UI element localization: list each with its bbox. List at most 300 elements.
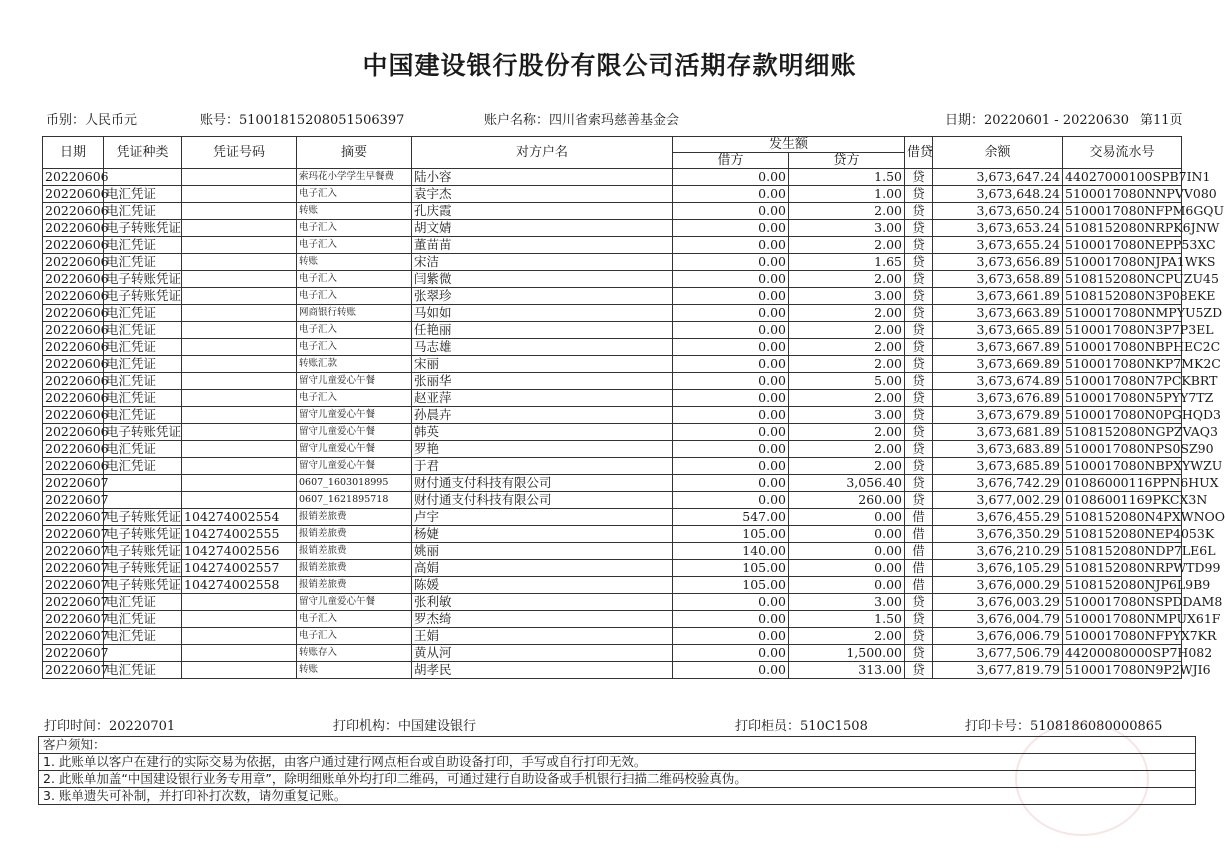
cell-date: 20220606: [43, 322, 104, 339]
cell-balance: 3,673,665.89: [933, 322, 1063, 339]
cell-balance: 3,673,667.89: [933, 339, 1063, 356]
cell-voucher-type: 电汇凭证: [104, 356, 182, 373]
cell-voucher-type: 电子转账凭证: [104, 220, 182, 237]
cell-date: 20220607: [43, 509, 104, 526]
cell-transaction-no: 5108152080NCPUZU45: [1063, 271, 1182, 288]
cell-debit-credit: 贷: [905, 458, 933, 475]
cell-balance: 3,676,006.79: [933, 628, 1063, 645]
cell-summary: 报销差旅费: [297, 509, 412, 526]
cell-date: 20220607: [43, 594, 104, 611]
cell-date: 20220607: [43, 560, 104, 577]
cell-credit: 3.00: [789, 407, 905, 424]
cell-credit: 2.00: [789, 339, 905, 356]
cell-counterparty: 马志雄: [412, 339, 673, 356]
cell-voucher-no: [182, 407, 297, 424]
cell-voucher-no: [182, 220, 297, 237]
cell-voucher-type: 电汇凭证: [104, 458, 182, 475]
cell-debit: 0.00: [673, 254, 789, 271]
cell-transaction-no: 5100017080NFPM6GQU: [1063, 203, 1182, 220]
cell-balance: 3,677,002.29: [933, 492, 1063, 509]
cell-balance: 3,676,455.29: [933, 509, 1063, 526]
cell-summary: 转账存入: [297, 645, 412, 662]
cell-voucher-no: [182, 458, 297, 475]
cell-transaction-no: 5100017080NSPDDAM8: [1063, 594, 1182, 611]
cell-voucher-type: 电子转账凭证: [104, 271, 182, 288]
cell-voucher-no: [182, 271, 297, 288]
cell-voucher-type: 电汇凭证: [104, 407, 182, 424]
cell-credit: 0.00: [789, 526, 905, 543]
cell-balance: 3,677,819.79: [933, 662, 1063, 679]
cell-transaction-no: 5100017080NBPXYWZU: [1063, 458, 1182, 475]
cell-date: 20220606: [43, 407, 104, 424]
table-row: [43, 203, 1182, 220]
date-range: 日期：20220601 - 20220630: [945, 113, 1129, 128]
cell-counterparty: 卢宇: [412, 509, 673, 526]
cell-date: 20220606: [43, 373, 104, 390]
cell-transaction-no: 5100017080NFPYX7KR: [1063, 628, 1182, 645]
cell-voucher-type: 电子转账凭证: [104, 543, 182, 560]
table-row: [43, 560, 1182, 577]
cell-voucher-type: 电汇凭证: [104, 237, 182, 254]
cell-voucher-no: 104274002558: [182, 577, 297, 594]
print-org: 打印机构：中国建设银行: [333, 719, 477, 734]
cell-debit: 0.00: [673, 305, 789, 322]
account-number: 账号：51001815208051506397: [200, 113, 405, 128]
cell-date: 20220607: [43, 475, 104, 492]
cell-transaction-no: 5108152080NDP7LE6L: [1063, 543, 1182, 560]
cell-summary: 电子汇入: [297, 611, 412, 628]
cell-voucher-no: [182, 203, 297, 220]
cell-debit-credit: 贷: [905, 186, 933, 203]
cell-counterparty: 孙晨卉: [412, 407, 673, 424]
cell-date: 20220606: [43, 220, 104, 237]
cell-voucher-no: [182, 390, 297, 407]
cell-voucher-no: [182, 373, 297, 390]
cell-counterparty: 财付通支付科技有限公司: [412, 475, 673, 492]
cell-voucher-no: [182, 356, 297, 373]
cell-voucher-type: [104, 492, 182, 509]
cell-voucher-type: 电汇凭证: [104, 373, 182, 390]
cell-debit-credit: 贷: [905, 407, 933, 424]
cell-transaction-no: 5100017080NMPYU5ZD: [1063, 305, 1182, 322]
ledger-table: [42, 136, 1225, 679]
cell-transaction-no: 44200080000SP7H082: [1063, 645, 1182, 662]
cell-credit: 0.00: [789, 560, 905, 577]
cell-date: 20220607: [43, 628, 104, 645]
cell-counterparty: 韩英: [412, 424, 673, 441]
cell-balance: 3,673,663.89: [933, 305, 1063, 322]
cell-counterparty: 张利敏: [412, 594, 673, 611]
cell-summary: 报销差旅费: [297, 577, 412, 594]
header-summary: 摘要: [297, 137, 412, 169]
cell-debit-credit: 贷: [905, 356, 933, 373]
cell-balance: 3,673,658.89: [933, 271, 1063, 288]
table-row: [43, 271, 1182, 288]
table-row: [43, 254, 1182, 271]
cell-date: 20220606: [43, 203, 104, 220]
cell-credit: 1.65: [789, 254, 905, 271]
cell-debit: 0.00: [673, 441, 789, 458]
cell-date: 20220607: [43, 611, 104, 628]
cell-counterparty: 杨婕: [412, 526, 673, 543]
cell-voucher-type: 电汇凭证: [104, 339, 182, 356]
cell-summary: 留守儿童爱心午餐: [297, 458, 412, 475]
cell-voucher-no: [182, 254, 297, 271]
cell-transaction-no: 5100017080NNPVV080: [1063, 186, 1182, 203]
cell-credit: 2.00: [789, 322, 905, 339]
cell-debit-credit: 借: [905, 560, 933, 577]
cell-date: 20220606: [43, 441, 104, 458]
table-row: [43, 322, 1182, 339]
table-row: [43, 526, 1182, 543]
cell-debit: 0.00: [673, 645, 789, 662]
cell-date: 20220606: [43, 186, 104, 203]
cell-voucher-no: [182, 424, 297, 441]
cell-voucher-no: [182, 169, 297, 186]
table-row: [43, 305, 1182, 322]
header-amount: 发生额: [673, 137, 905, 153]
cell-debit: 0.00: [673, 611, 789, 628]
table-row: [43, 424, 1182, 441]
cell-summary: 网商银行转账: [297, 305, 412, 322]
cell-voucher-no: 104274002556: [182, 543, 297, 560]
cell-voucher-no: [182, 475, 297, 492]
cell-transaction-no: 5108152080N3P08EKE: [1063, 288, 1182, 305]
cell-debit-credit: 贷: [905, 271, 933, 288]
cell-balance: 3,676,004.79: [933, 611, 1063, 628]
cell-balance: 3,677,506.79: [933, 645, 1063, 662]
cell-counterparty: 高娟: [412, 560, 673, 577]
cell-credit: 3,056.40: [789, 475, 905, 492]
cell-debit-credit: 贷: [905, 288, 933, 305]
cell-counterparty: 孔庆霞: [412, 203, 673, 220]
cell-debit: 0.00: [673, 407, 789, 424]
cell-counterparty: 宋丽: [412, 356, 673, 373]
cell-voucher-type: 电子转账凭证: [104, 509, 182, 526]
cell-voucher-no: [182, 628, 297, 645]
cell-debit: 0.00: [673, 220, 789, 237]
cell-voucher-no: [182, 322, 297, 339]
table-row: [43, 594, 1182, 611]
print-time: 打印时间：20220701: [44, 719, 176, 734]
cell-balance: 3,673,656.89: [933, 254, 1063, 271]
cell-transaction-no: 5100017080N9P2WJI6: [1063, 662, 1182, 679]
cell-voucher-no: [182, 645, 297, 662]
cell-date: 20220606: [43, 458, 104, 475]
cell-transaction-no: 5100017080N0PGHQD3: [1063, 407, 1182, 424]
cell-credit: 2.00: [789, 271, 905, 288]
table-row: [43, 509, 1182, 526]
table-row: [43, 356, 1182, 373]
cell-date: 20220606: [43, 339, 104, 356]
cell-transaction-no: 5100017080NBPHEC2C: [1063, 339, 1182, 356]
cell-balance: 3,673,683.89: [933, 441, 1063, 458]
page-number: 第11页: [1140, 113, 1183, 128]
cell-counterparty: 张丽华: [412, 373, 673, 390]
cell-summary: 电子汇入: [297, 322, 412, 339]
cell-debit: 105.00: [673, 560, 789, 577]
cell-counterparty: 姚丽: [412, 543, 673, 560]
cell-debit-credit: 借: [905, 577, 933, 594]
print-counter: 打印柜员：510C1508: [735, 719, 868, 734]
table-row: [43, 169, 1182, 186]
cell-debit-credit: 贷: [905, 203, 933, 220]
cell-transaction-no: 5108152080NJP6L9B9: [1063, 577, 1182, 594]
cell-debit-credit: 贷: [905, 441, 933, 458]
cell-voucher-no: [182, 492, 297, 509]
cell-debit: 0.00: [673, 186, 789, 203]
cell-counterparty: 胡文婧: [412, 220, 673, 237]
header-voucher-type: 凭证种类: [104, 137, 182, 169]
table-row: [43, 611, 1182, 628]
cell-credit: 2.00: [789, 628, 905, 645]
cell-debit: 0.00: [673, 356, 789, 373]
cell-summary: 0607_1603018995: [297, 475, 412, 492]
cell-summary: 留守儿童爱心午餐: [297, 373, 412, 390]
print-card: 打印卡号：5108186080000865: [965, 719, 1163, 734]
cell-balance: 3,673,655.24: [933, 237, 1063, 254]
cell-voucher-type: 电子转账凭证: [104, 288, 182, 305]
cell-balance: 3,673,685.89: [933, 458, 1063, 475]
cell-debit-credit: 贷: [905, 424, 933, 441]
cell-debit-credit: 贷: [905, 492, 933, 509]
cell-summary: 留守儿童爱心午餐: [297, 441, 412, 458]
cell-counterparty: 宋洁: [412, 254, 673, 271]
cell-transaction-no: 01086001169PKCX3N: [1063, 492, 1182, 509]
table-row: [43, 662, 1182, 679]
cell-counterparty: 胡孝民: [412, 662, 673, 679]
cell-summary: 报销差旅费: [297, 543, 412, 560]
cell-summary: 电子汇入: [297, 237, 412, 254]
cell-debit: 0.00: [673, 390, 789, 407]
cell-transaction-no: 01086000116PPN6HUX: [1063, 475, 1182, 492]
account-name: 账户名称：四川省索玛慈善基金会: [484, 113, 680, 128]
header-balance: 余额: [933, 137, 1063, 169]
cell-counterparty: 董苗苗: [412, 237, 673, 254]
cell-debit-credit: 贷: [905, 220, 933, 237]
cell-transaction-no: 5100017080N5PYY7TZ: [1063, 390, 1182, 407]
cell-credit: 1,500.00: [789, 645, 905, 662]
cell-debit-credit: 贷: [905, 475, 933, 492]
cell-transaction-no: 5108152080N4PXWNOO: [1063, 509, 1182, 526]
cell-transaction-no: 5108152080NRPK6JNW: [1063, 220, 1182, 237]
cell-credit: 0.00: [789, 543, 905, 560]
cell-debit-credit: 借: [905, 526, 933, 543]
cell-credit: 260.00: [789, 492, 905, 509]
cell-voucher-no: [182, 339, 297, 356]
cell-counterparty: 黄从河: [412, 645, 673, 662]
table-row: [43, 407, 1182, 424]
cell-date: 20220606: [43, 288, 104, 305]
cell-debit: 0.00: [673, 237, 789, 254]
notice-heading: 客户须知：: [39, 737, 1195, 754]
header-date: 日期: [43, 137, 104, 169]
cell-date: 20220606: [43, 271, 104, 288]
cell-balance: 3,676,003.29: [933, 594, 1063, 611]
cell-credit: 3.00: [789, 594, 905, 611]
cell-debit-credit: 贷: [905, 237, 933, 254]
cell-credit: 0.00: [789, 577, 905, 594]
cell-debit-credit: 贷: [905, 322, 933, 339]
cell-voucher-type: 电汇凭证: [104, 611, 182, 628]
cell-summary: 留守儿童爱心午餐: [297, 424, 412, 441]
cell-debit: 0.00: [673, 339, 789, 356]
cell-balance: 3,676,210.29: [933, 543, 1063, 560]
cell-transaction-no: 5100017080N3P7P3EL: [1063, 322, 1182, 339]
table-row: [43, 339, 1182, 356]
cell-debit-credit: 借: [905, 509, 933, 526]
cell-debit: 0.00: [673, 594, 789, 611]
cell-date: 20220607: [43, 543, 104, 560]
table-row: [43, 492, 1182, 509]
table-row: [43, 237, 1182, 254]
table-row: [43, 543, 1182, 560]
cell-balance: 3,673,661.89: [933, 288, 1063, 305]
currency-label: 币别：人民币元: [46, 113, 138, 128]
cell-debit: 0.00: [673, 322, 789, 339]
cell-summary: 转账汇款: [297, 356, 412, 373]
cell-voucher-no: [182, 441, 297, 458]
cell-counterparty: 赵亚萍: [412, 390, 673, 407]
cell-voucher-type: 电汇凭证: [104, 594, 182, 611]
cell-balance: 3,673,648.24: [933, 186, 1063, 203]
cell-debit: 0.00: [673, 373, 789, 390]
cell-voucher-no: 104274002554: [182, 509, 297, 526]
cell-credit: 1.00: [789, 186, 905, 203]
cell-debit: 0.00: [673, 628, 789, 645]
cell-summary: 报销差旅费: [297, 526, 412, 543]
cell-balance: 3,676,742.29: [933, 475, 1063, 492]
notice-item: 1. 此账单以客户在建行的实际交易为依据，由客户通过建行网点柜台或自助设备打印，手写或自行打印无效。: [39, 754, 1195, 771]
cell-debit: 140.00: [673, 543, 789, 560]
cell-credit: 2.00: [789, 237, 905, 254]
cell-voucher-no: [182, 288, 297, 305]
table-row: [43, 390, 1182, 407]
cell-voucher-type: 电子转账凭证: [104, 424, 182, 441]
cell-balance: 3,673,676.89: [933, 390, 1063, 407]
cell-balance: 3,673,669.89: [933, 356, 1063, 373]
cell-voucher-no: [182, 662, 297, 679]
cell-summary: 转账: [297, 203, 412, 220]
cell-voucher-no: 104274002555: [182, 526, 297, 543]
cell-debit: 0.00: [673, 662, 789, 679]
cell-debit: 105.00: [673, 577, 789, 594]
cell-summary: 转账: [297, 662, 412, 679]
customer-notice: [38, 736, 1196, 805]
cell-counterparty: 财付通支付科技有限公司: [412, 492, 673, 509]
cell-transaction-no: 5100017080NPS0SZ90: [1063, 441, 1182, 458]
cell-date: 20220606: [43, 237, 104, 254]
cell-debit: 0.00: [673, 288, 789, 305]
cell-voucher-no: [182, 305, 297, 322]
cell-counterparty: 陆小容: [412, 169, 673, 186]
cell-debit: 0.00: [673, 458, 789, 475]
cell-transaction-no: 5100017080NKP7MK2C: [1063, 356, 1182, 373]
cell-date: 20220606: [43, 424, 104, 441]
cell-debit: 105.00: [673, 526, 789, 543]
cell-transaction-no: 5100017080NJPA1WKS: [1063, 254, 1182, 271]
cell-balance: 3,673,647.24: [933, 169, 1063, 186]
cell-credit: 2.00: [789, 458, 905, 475]
cell-counterparty: 马如如: [412, 305, 673, 322]
table-row: [43, 373, 1182, 390]
cell-debit: 0.00: [673, 424, 789, 441]
cell-date: 20220606: [43, 356, 104, 373]
cell-summary: 电子汇入: [297, 288, 412, 305]
cell-voucher-type: [104, 169, 182, 186]
header-debit: 借方: [673, 153, 789, 169]
cell-transaction-no: 5100017080N7PCKBRT: [1063, 373, 1182, 390]
cell-voucher-no: 104274002557: [182, 560, 297, 577]
cell-debit-credit: 贷: [905, 373, 933, 390]
cell-debit-credit: 贷: [905, 645, 933, 662]
cell-summary: 索玛花小学学生早餐费: [297, 169, 412, 186]
cell-transaction-no: 5100017080NEPP53XC: [1063, 237, 1182, 254]
cell-balance: 3,673,679.89: [933, 407, 1063, 424]
cell-credit: 2.00: [789, 203, 905, 220]
cell-debit-credit: 贷: [905, 390, 933, 407]
table-row: [43, 628, 1182, 645]
cell-balance: 3,673,650.24: [933, 203, 1063, 220]
cell-credit: 0.00: [789, 509, 905, 526]
header-voucher-no: 凭证号码: [182, 137, 297, 169]
cell-balance: 3,673,674.89: [933, 373, 1063, 390]
cell-debit: 0.00: [673, 203, 789, 220]
cell-date: 20220607: [43, 492, 104, 509]
cell-summary: 留守儿童爱心午餐: [297, 594, 412, 611]
cell-counterparty: 陈媛: [412, 577, 673, 594]
cell-date: 20220606: [43, 390, 104, 407]
cell-voucher-no: [182, 594, 297, 611]
cell-voucher-no: [182, 237, 297, 254]
cell-counterparty: 罗艳: [412, 441, 673, 458]
notice-item: 2. 此账单加盖“中国建设银行业务专用章”，除明细账单外均打印二维码，可通过建行自助设备或手机银行扫描二维码校验真伪。: [39, 771, 1195, 788]
cell-transaction-no: 5100017080NMPUX61F: [1063, 611, 1182, 628]
cell-voucher-type: 电汇凭证: [104, 390, 182, 407]
cell-counterparty: 闫紫微: [412, 271, 673, 288]
notice-item: 3. 账单遗失可补制，并打印补打次数，请勿重复记账。: [43, 788, 347, 803]
cell-voucher-no: [182, 611, 297, 628]
cell-credit: 3.00: [789, 220, 905, 237]
cell-balance: 3,676,105.29: [933, 560, 1063, 577]
header-transaction-no: 交易流水号: [1063, 137, 1182, 169]
cell-summary: 电子汇入: [297, 220, 412, 237]
cell-voucher-type: 电汇凭证: [104, 305, 182, 322]
cell-transaction-no: 44027000100SPB7IN1: [1063, 169, 1182, 186]
cell-voucher-type: [104, 645, 182, 662]
table-row: [43, 458, 1182, 475]
cell-summary: 电子汇入: [297, 339, 412, 356]
cell-counterparty: 王娟: [412, 628, 673, 645]
cell-transaction-no: 5108152080NRPWTD99: [1063, 560, 1182, 577]
cell-summary: 电子汇入: [297, 390, 412, 407]
cell-debit-credit: 借: [905, 543, 933, 560]
cell-credit: 2.00: [789, 305, 905, 322]
cell-voucher-type: 电汇凭证: [104, 628, 182, 645]
cell-voucher-type: 电子转账凭证: [104, 526, 182, 543]
cell-transaction-no: 5108152080NEP4053K: [1063, 526, 1182, 543]
cell-summary: 0607_1621895718: [297, 492, 412, 509]
cell-balance: 3,676,000.29: [933, 577, 1063, 594]
cell-credit: 5.00: [789, 373, 905, 390]
header-credit: 贷方: [789, 153, 905, 169]
cell-date: 20220607: [43, 526, 104, 543]
cell-voucher-no: [182, 186, 297, 203]
cell-debit: 0.00: [673, 492, 789, 509]
cell-debit: 547.00: [673, 509, 789, 526]
table-row: [43, 186, 1182, 203]
cell-voucher-type: 电汇凭证: [104, 203, 182, 220]
